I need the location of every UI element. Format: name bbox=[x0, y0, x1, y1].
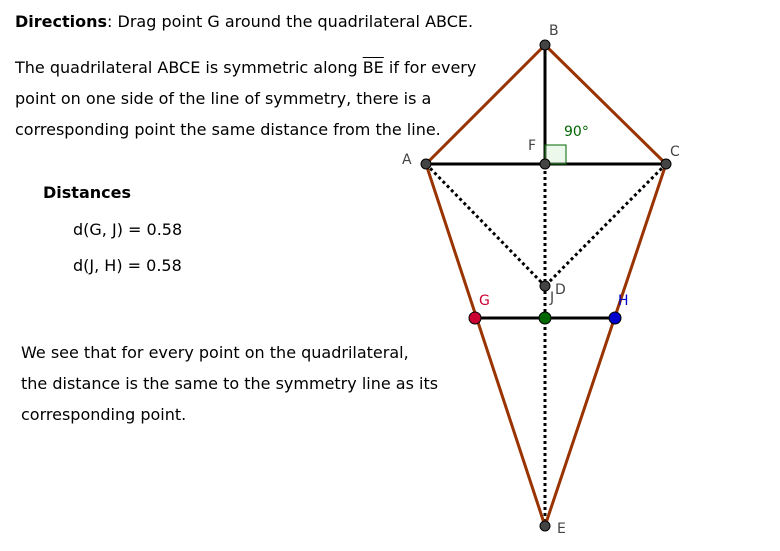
definition-line-1-pre: The quadrilateral ABCE is symmetric along bbox=[15, 58, 363, 77]
point-e bbox=[540, 521, 550, 531]
point-g[interactable] bbox=[469, 312, 481, 324]
point-a bbox=[421, 159, 431, 169]
definition-line-3: corresponding point the same distance from the line. bbox=[15, 120, 441, 139]
conclusion-line-3: corresponding point. bbox=[21, 405, 187, 424]
label-e: E bbox=[557, 521, 566, 537]
label-h: H bbox=[618, 293, 629, 309]
distances-heading: Distances bbox=[43, 183, 131, 202]
label-a: A bbox=[402, 152, 412, 168]
directions-label: Directions bbox=[15, 12, 108, 31]
label-d: D bbox=[555, 282, 566, 298]
distance-gj: d(G, J) = 0.58 bbox=[73, 220, 183, 239]
segment-be-label: $\overline{BE}$ bbox=[362, 58, 384, 77]
label-j: J bbox=[550, 290, 555, 306]
point-d bbox=[540, 281, 550, 291]
point-b bbox=[540, 40, 550, 50]
segment-ad bbox=[426, 164, 545, 286]
point-c bbox=[661, 159, 671, 169]
definition-line-1-post: if for every bbox=[383, 58, 477, 77]
label-c: C bbox=[670, 144, 680, 160]
conclusion-line-2: the distance is the same to the symmetry line as its bbox=[21, 374, 439, 393]
directions-text: : Drag point G around the quadrilateral ABCE. bbox=[107, 12, 474, 31]
label-g: G bbox=[479, 293, 490, 309]
definition-line-2: point on one side of the line of symmetry, there is a bbox=[15, 89, 432, 108]
point-j bbox=[539, 312, 551, 324]
label-f: F bbox=[528, 138, 537, 154]
point-h bbox=[609, 312, 621, 324]
label-b: B bbox=[549, 23, 559, 39]
point-f bbox=[540, 159, 550, 169]
conclusion-line-1: We see that for every point on the quadrilateral, bbox=[21, 343, 409, 362]
angle-label: 90° bbox=[564, 124, 589, 140]
segment-cd bbox=[545, 164, 666, 286]
distance-jh: d(J, H) = 0.58 bbox=[73, 256, 182, 275]
